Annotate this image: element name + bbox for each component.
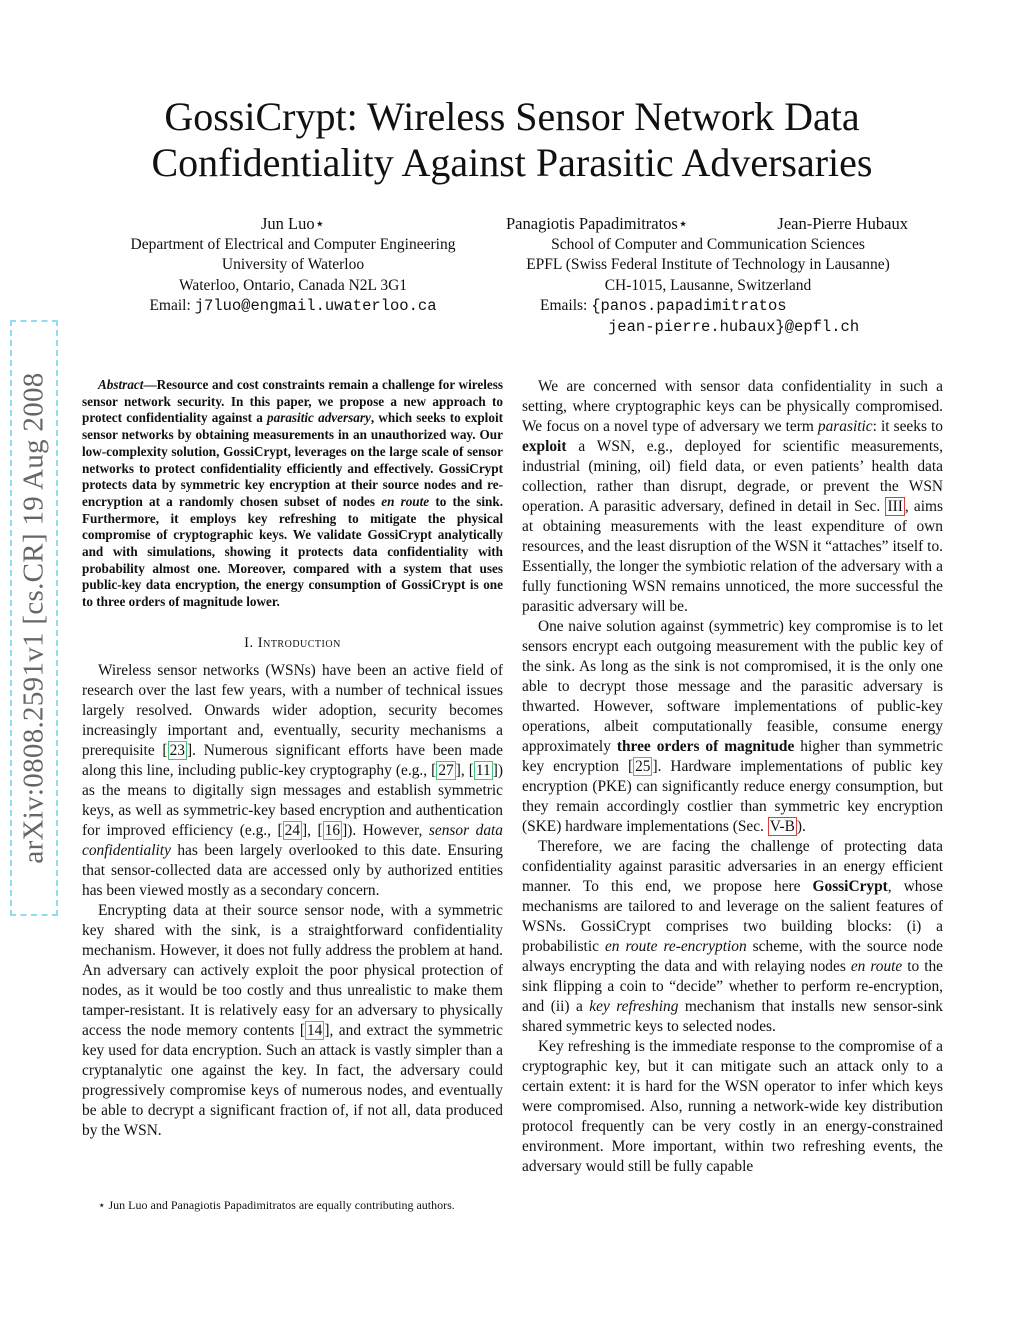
author-block-right xyxy=(498,214,918,337)
footnote: ⋆ Jun Luo and Panagiotis Papadimitratos are equally contributing authors. xyxy=(98,1198,455,1212)
right-column xyxy=(522,377,943,1177)
citation-link[interactable]: 14 xyxy=(306,1021,323,1039)
author-names xyxy=(498,214,918,235)
email-address: {panos.papadimitratos xyxy=(591,297,787,315)
author-name: Jean-Pierre Hubaux xyxy=(777,214,908,233)
author-email: Emails: {panos.papadimitratos xyxy=(540,297,787,315)
author-affiliation: School of Computer and Communication Sciences xyxy=(551,235,865,253)
section-link[interactable]: V-B xyxy=(769,818,795,835)
paragraph: Therefore, we are facing the challenge of protecting data confidentiality against parasitic adversaries in an energy efficient manner. To this end, we propose here GossiCrypt, whose mechanisms are tailored to and leverage on the salient features of WSNs. GossiCrypt comprises two building blocks: (i) a probabilistic en route re-encryption scheme, with the source node always encrypting the data and with relaying nodes en route to the sink flipping a coin to “decide” whether to perform re-encryption, and (ii) a key refreshing mechanism that installs new sensor-sink shared symmetric keys to selected nodes. xyxy=(522,838,944,1035)
left-column xyxy=(82,377,503,1141)
author-affiliation: Department of Electrical and Computer Engineering xyxy=(130,235,456,253)
paragraph: Encrypting data at their source sensor node, with a symmetric key shared with the sink, is a straightforward confidentiality mechanism. However, it does not fully address the problem at hand. An adversary can actively exploit the poor physical protection of nodes, as it would be too costly and thus unrealistic to make them tamper-resistant. It is relatively easy for an adversary to physically access the node memory contents [ 14 ], and extract the symmetric key used for data encryption. Such an attack is vastly simpler than a cryptanalytic one against the key. In fact, the adversary could progressively compromise keys of numerous nodes, and eventually be able to decrypt a significant fraction of, if not all, data produced by the WSN. xyxy=(82,901,503,1139)
citation-link[interactable]: 23 xyxy=(169,741,185,759)
title-line-2: Confidentiality Against Parasitic Adversaries xyxy=(151,140,873,185)
citation-link[interactable]: 11 xyxy=(475,761,491,779)
abstract: Abstract—Resource and cost constraints remain a challenge for wireless sensor network security. In this paper, we propose a new approach to protect confidentiality against a parasitic adversary, which seeks to exploit sensor networks by obtaining measurements in an unauthorized way. Our low-complexity solution, GossiCrypt, leverages on the large scale of sensor networks to protect confidentiality efficiently and effectively. GossiCrypt protects data by symmetric key encryption at their source nodes and re-encryption at a randomly chosen subset of nodes en route to the sink. Furthermore, it employs key refreshing to mitigate the physical compromise of cryptographic keys. We validate GossiCrypt analytically and with simulations, showing it protects data confidentiality with probability almost one. Moreover, compared with a system that uses public-key data encryption, the energy consumption of GossiCrypt is one to three orders of magnitude lower. xyxy=(82,377,503,610)
paragraph: We are concerned with sensor data confidentiality in such a setting, where cryptographic keys can be physically compromised. We focus on a novel type of adversary we term parasitic: it seeks to exploit a WSN, e.g., deployed for scientific measurements, industrial (mining, oil) field data, or even patients’ health data collection, rather than disrupt, degrade, or prevent the WSN operation. A parasitic adversary, defined in detail in Sec. III , aims at obtaining measurements with the least expenditure of own resources, and the least disruption of the WSN it “attaches” itself to. Essentially, the longer the symbiotic relation of the adversary with a fully functioning WSN remains unnoticed, the more successful the parasitic adversary will be. xyxy=(522,378,943,615)
title-line-1: GossiCrypt: Wireless Sensor Network Data xyxy=(164,94,860,139)
citation-link[interactable]: 25 xyxy=(635,758,651,775)
author-address: CH-1015, Lausanne, Switzerland xyxy=(604,276,812,294)
arxiv-stamp[interactable] xyxy=(10,320,58,916)
paper-title xyxy=(0,94,1024,186)
author-address: Waterloo, Ontario, Canada N2L 3G1 xyxy=(178,276,408,294)
author-email: Email: j7luo@engmail.uwaterloo.ca xyxy=(149,297,437,315)
paragraph: One naive solution against (symmetric) key compromise is to let sensors encrypt each outgoing measurement with the public key of the sink. As long as the sink is not compromised, it is the only one able to decrypt those message and the parasitic adversary is thwarted. However, software implementations of public-key operations, albeit computationally feasible, consume energy approximately three orders of magnitude higher than symmetric key encryption [ 25 ]. Hardware implementations of public key encryption (PKE) can significantly reduce energy consumption, but they remain accordingly costlier than symmetric key encryption (SKE) hardware implementations (Sec. V-B ). xyxy=(522,618,943,835)
email-address: j7luo@engmail.uwaterloo.ca xyxy=(194,297,437,315)
arxiv-id: arXiv:0808.2591v1 [cs.CR] 19 Aug 2008 xyxy=(17,372,50,864)
email-address: jean-pierre.hubaux}@epfl.ch xyxy=(608,317,860,336)
citation-link[interactable]: 27 xyxy=(438,761,454,779)
author-name: Panagiotis Papadimitratos⋆ xyxy=(506,214,689,233)
section-link[interactable]: III xyxy=(887,498,903,515)
citation-link[interactable]: 16 xyxy=(324,821,341,839)
citation-link[interactable]: 24 xyxy=(284,821,301,839)
paragraph: Wireless sensor networks (WSNs) have been an active field of research over the last few years, with a number of technical issues largely resolved. Onwards wider adoption, security becomes increasingly important and, eventually, security mechanisms a prerequisite [ 23 ]. Numerous significant efforts have been made along this line, including public-key cryptography (e.g., [ 27 ], [ 11 ]) as the means to digitally sign messages and establish symmetric keys, as well as symmetric-key based encryption and authentication for improved efficiency (e.g., [ 24 ], [ 16 ]). However, sensor data confidentiality has been largely overlooked to this date. Ensuring that sensor-collected data are accessed only by authorized entities has been viewed mostly as a secondary concern. xyxy=(82,661,503,899)
author-affiliation: EPFL (Swiss Federal Institute of Technology in Lausanne) xyxy=(526,256,890,273)
author-name: Jun Luo⋆ xyxy=(261,214,325,233)
section-heading: I. Introduction xyxy=(244,634,341,651)
author-affiliation: University of Waterloo xyxy=(221,256,365,273)
paragraph: Key refreshing is the immediate response to the compromise of a cryptographic key, but it can mitigate such an attack only to a certain extent: it is hard for the WSN operator to infer which keys were compromised. Also, running a network-wide key distribution protocol frequently can be very costly in an energy-constrained environment. More important, within two refreshing events, the adversary would still be fully capable xyxy=(522,1038,943,1175)
author-block-left xyxy=(100,214,486,317)
